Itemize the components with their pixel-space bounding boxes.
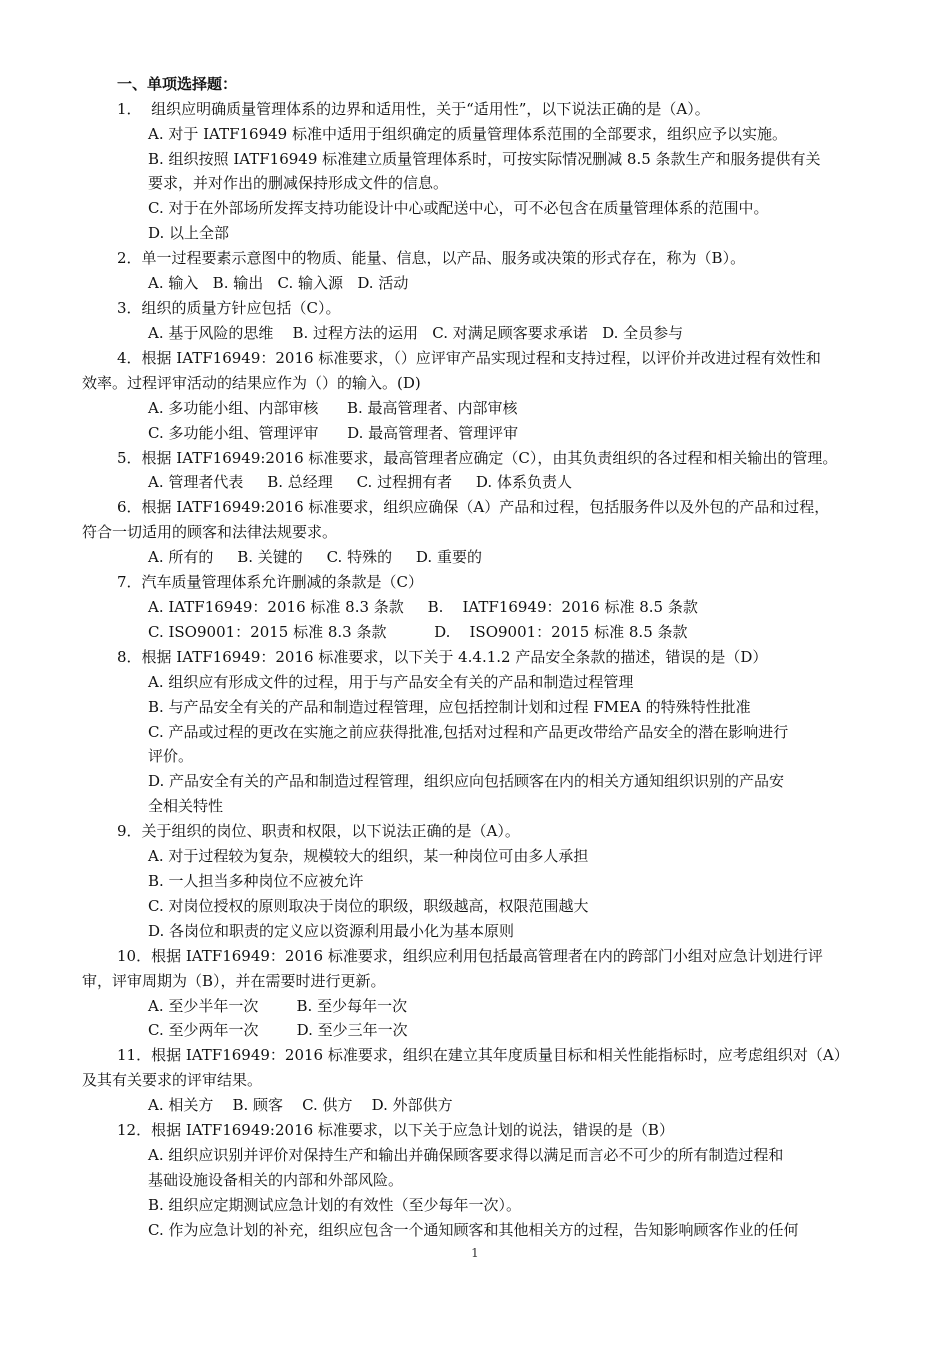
question-6-stem: 6．根据 IATF16949:2016 标准要求，组织应确保（A）产品和过程，包括服务件以及外包的产品和过程， <box>117 498 830 516</box>
question-10-stem: 10．根据 IATF16949：2016 标准要求，组织应利用包括最高管理者在内的跨部门小组对应急计划进行评 <box>117 947 823 965</box>
question-11-stem-cont: 及其有关要求的评审结果。 <box>82 1071 263 1089</box>
question-8-stem: 8．根据 IATF16949：2016 标准要求，以下关于 4.4.1.2 产品安全条款的描述，错误的是（D） <box>117 648 768 666</box>
question-10-stem-cont: 审，评审周期为（B），并在需要时进行更新。 <box>82 972 386 990</box>
question-5-options: A. 管理者代表 B. 总经理 C. 过程拥有者 D. 体系负责人 <box>148 473 572 491</box>
question-12-option-a-cont: 基础设施设备相关的内部和外部风险。 <box>148 1171 404 1189</box>
question-1-option-b-cont: 要求，并对作出的删减保持形成文件的信息。 <box>148 174 449 192</box>
question-8-option-d: D. 产品安全有关的产品和制造过程管理，组织应向包括顾客在内的相关方通知组织识别的产品安 <box>148 772 785 790</box>
question-8-option-b: B. 与产品安全有关的产品和制造过程管理，应包括控制计划和过程 FMEA 的特殊特性批准 <box>148 698 751 716</box>
question-4-stem: 4．根据 IATF16949：2016 标准要求，（）应评审产品实现过程和支持过程，以评价并改进过程有效性和 <box>117 349 821 367</box>
question-11-options: A. 相关方 B. 顾客 C. 供方 D. 外部供方 <box>148 1096 453 1114</box>
section-title: 一、单项选择题： <box>117 75 238 93</box>
question-8-option-c: C. 产品或过程的更改在实施之前应获得批准,包括对过程和产品更改带给产品安全的潜在影响进行 <box>148 723 789 741</box>
question-9-option-c: C. 对岗位授权的原则取决于岗位的职级，职级越高，权限范围越大 <box>148 897 589 915</box>
question-5-stem: 5．根据 IATF16949:2016 标准要求，最高管理者应确定（C），由其负责组织的各过程和相关输出的管理。 <box>117 449 838 467</box>
question-1-option-a: A. 对于 IATF16949 标准中适用于组织确定的质量管理体系范围的全部要求，组织应予以实施。 <box>148 125 787 143</box>
question-7-options-row-2: C. ISO9001：2015 标准 8.3 条款 D. ISO9001：2015 标准 8.5 条款 <box>148 623 688 641</box>
question-1-option-b: B. 组织按照 IATF16949 标准建立质量管理体系时，可按实际情况删减 8.5 条款生产和服务提供有关 <box>148 150 821 168</box>
question-3-options: A. 基于风险的思维 B. 过程方法的运用 C. 对满足顾客要求承诺 D. 全员参与 <box>148 324 684 342</box>
question-12-option-b: B. 组织应定期测试应急计划的有效性（至少每年一次）。 <box>148 1196 522 1214</box>
question-2-stem: 2．单一过程要素示意图中的物质、能量、信息，以产品、服务或决策的形式存在，称为（B）。 <box>117 249 746 267</box>
question-1-option-d: D. 以上全部 <box>148 224 230 242</box>
question-12-stem: 12．根据 IATF16949:2016 标准要求，以下关于应急计划的说法，错误的是（B） <box>117 1121 674 1139</box>
question-10-options-row-1: A. 至少半年一次 B. 至少每年一次 <box>148 997 408 1015</box>
question-9-stem: 9．关于组织的岗位、职责和权限，以下说法正确的是（A）。 <box>117 822 520 840</box>
question-6-options: A. 所有的 B. 关键的 C. 特殊的 D. 重要的 <box>148 548 482 566</box>
question-9-option-b: B. 一人担当多种岗位不应被允许 <box>148 872 364 890</box>
question-2-options: A. 输入 B. 输出 C. 输入源 D. 活动 <box>148 274 409 292</box>
question-9-option-d: D. 各岗位和职责的定义应以资源利用最小化为基本原则 <box>148 922 515 940</box>
question-4-stem-cont: 效率。过程评审活动的结果应作为（）的输入。(D) <box>82 374 421 392</box>
question-8-option-a: A. 组织应有形成文件的过程，用于与产品安全有关的产品和制造过程管理 <box>148 673 634 691</box>
question-7-options-row-1: A. IATF16949：2016 标准 8.3 条款 B. IATF16949：2016 标准 8.5 条款 <box>148 598 698 616</box>
question-3-stem: 3．组织的质量方针应包括（C）。 <box>117 299 341 317</box>
question-12-option-c: C. 作为应急计划的补充，组织应包含一个通知顾客和其他相关方的过程，告知影响顾客作业的任何 <box>148 1221 799 1239</box>
question-9-option-a: A. 对于过程较为复杂，规模较大的组织，某一种岗位可由多人承担 <box>148 847 589 865</box>
question-6-stem-cont: 符合一切适用的顾客和法律法规要求。 <box>82 523 338 541</box>
question-4-options-row-1: A. 多功能小组、内部审核 B. 最高管理者、内部审核 <box>148 399 518 417</box>
question-8-option-c-cont: 评价。 <box>148 747 194 765</box>
question-12-option-a: A. 组织应识别并评价对保持生产和输出并确保顾客要求得以满足而言必不可少的所有制造过程和 <box>148 1146 784 1164</box>
question-4-options-row-2: C. 多功能小组、管理评审 D. 最高管理者、管理评审 <box>148 424 519 442</box>
question-1-option-c: C. 对于在外部场所发挥支持功能设计中心或配送中心，可不必包含在质量管理体系的范围中。 <box>148 199 769 217</box>
page-number: 1 <box>471 1246 479 1260</box>
question-11-stem: 11．根据 IATF16949：2016 标准要求，组织在建立其年度质量目标和相关性能指标时，应考虑组织对（A） <box>117 1046 849 1064</box>
question-7-stem: 7．汽车质量管理体系允许删减的条款是（C） <box>117 573 424 591</box>
question-10-options-row-2: C. 至少两年一次 D. 至少三年一次 <box>148 1021 408 1039</box>
question-1-stem: 1． 组织应明确质量管理体系的边界和适用性，关于“适用性”，以下说法正确的是（A）。 <box>117 100 710 118</box>
question-8-option-d-cont: 全相关特性 <box>148 797 224 815</box>
